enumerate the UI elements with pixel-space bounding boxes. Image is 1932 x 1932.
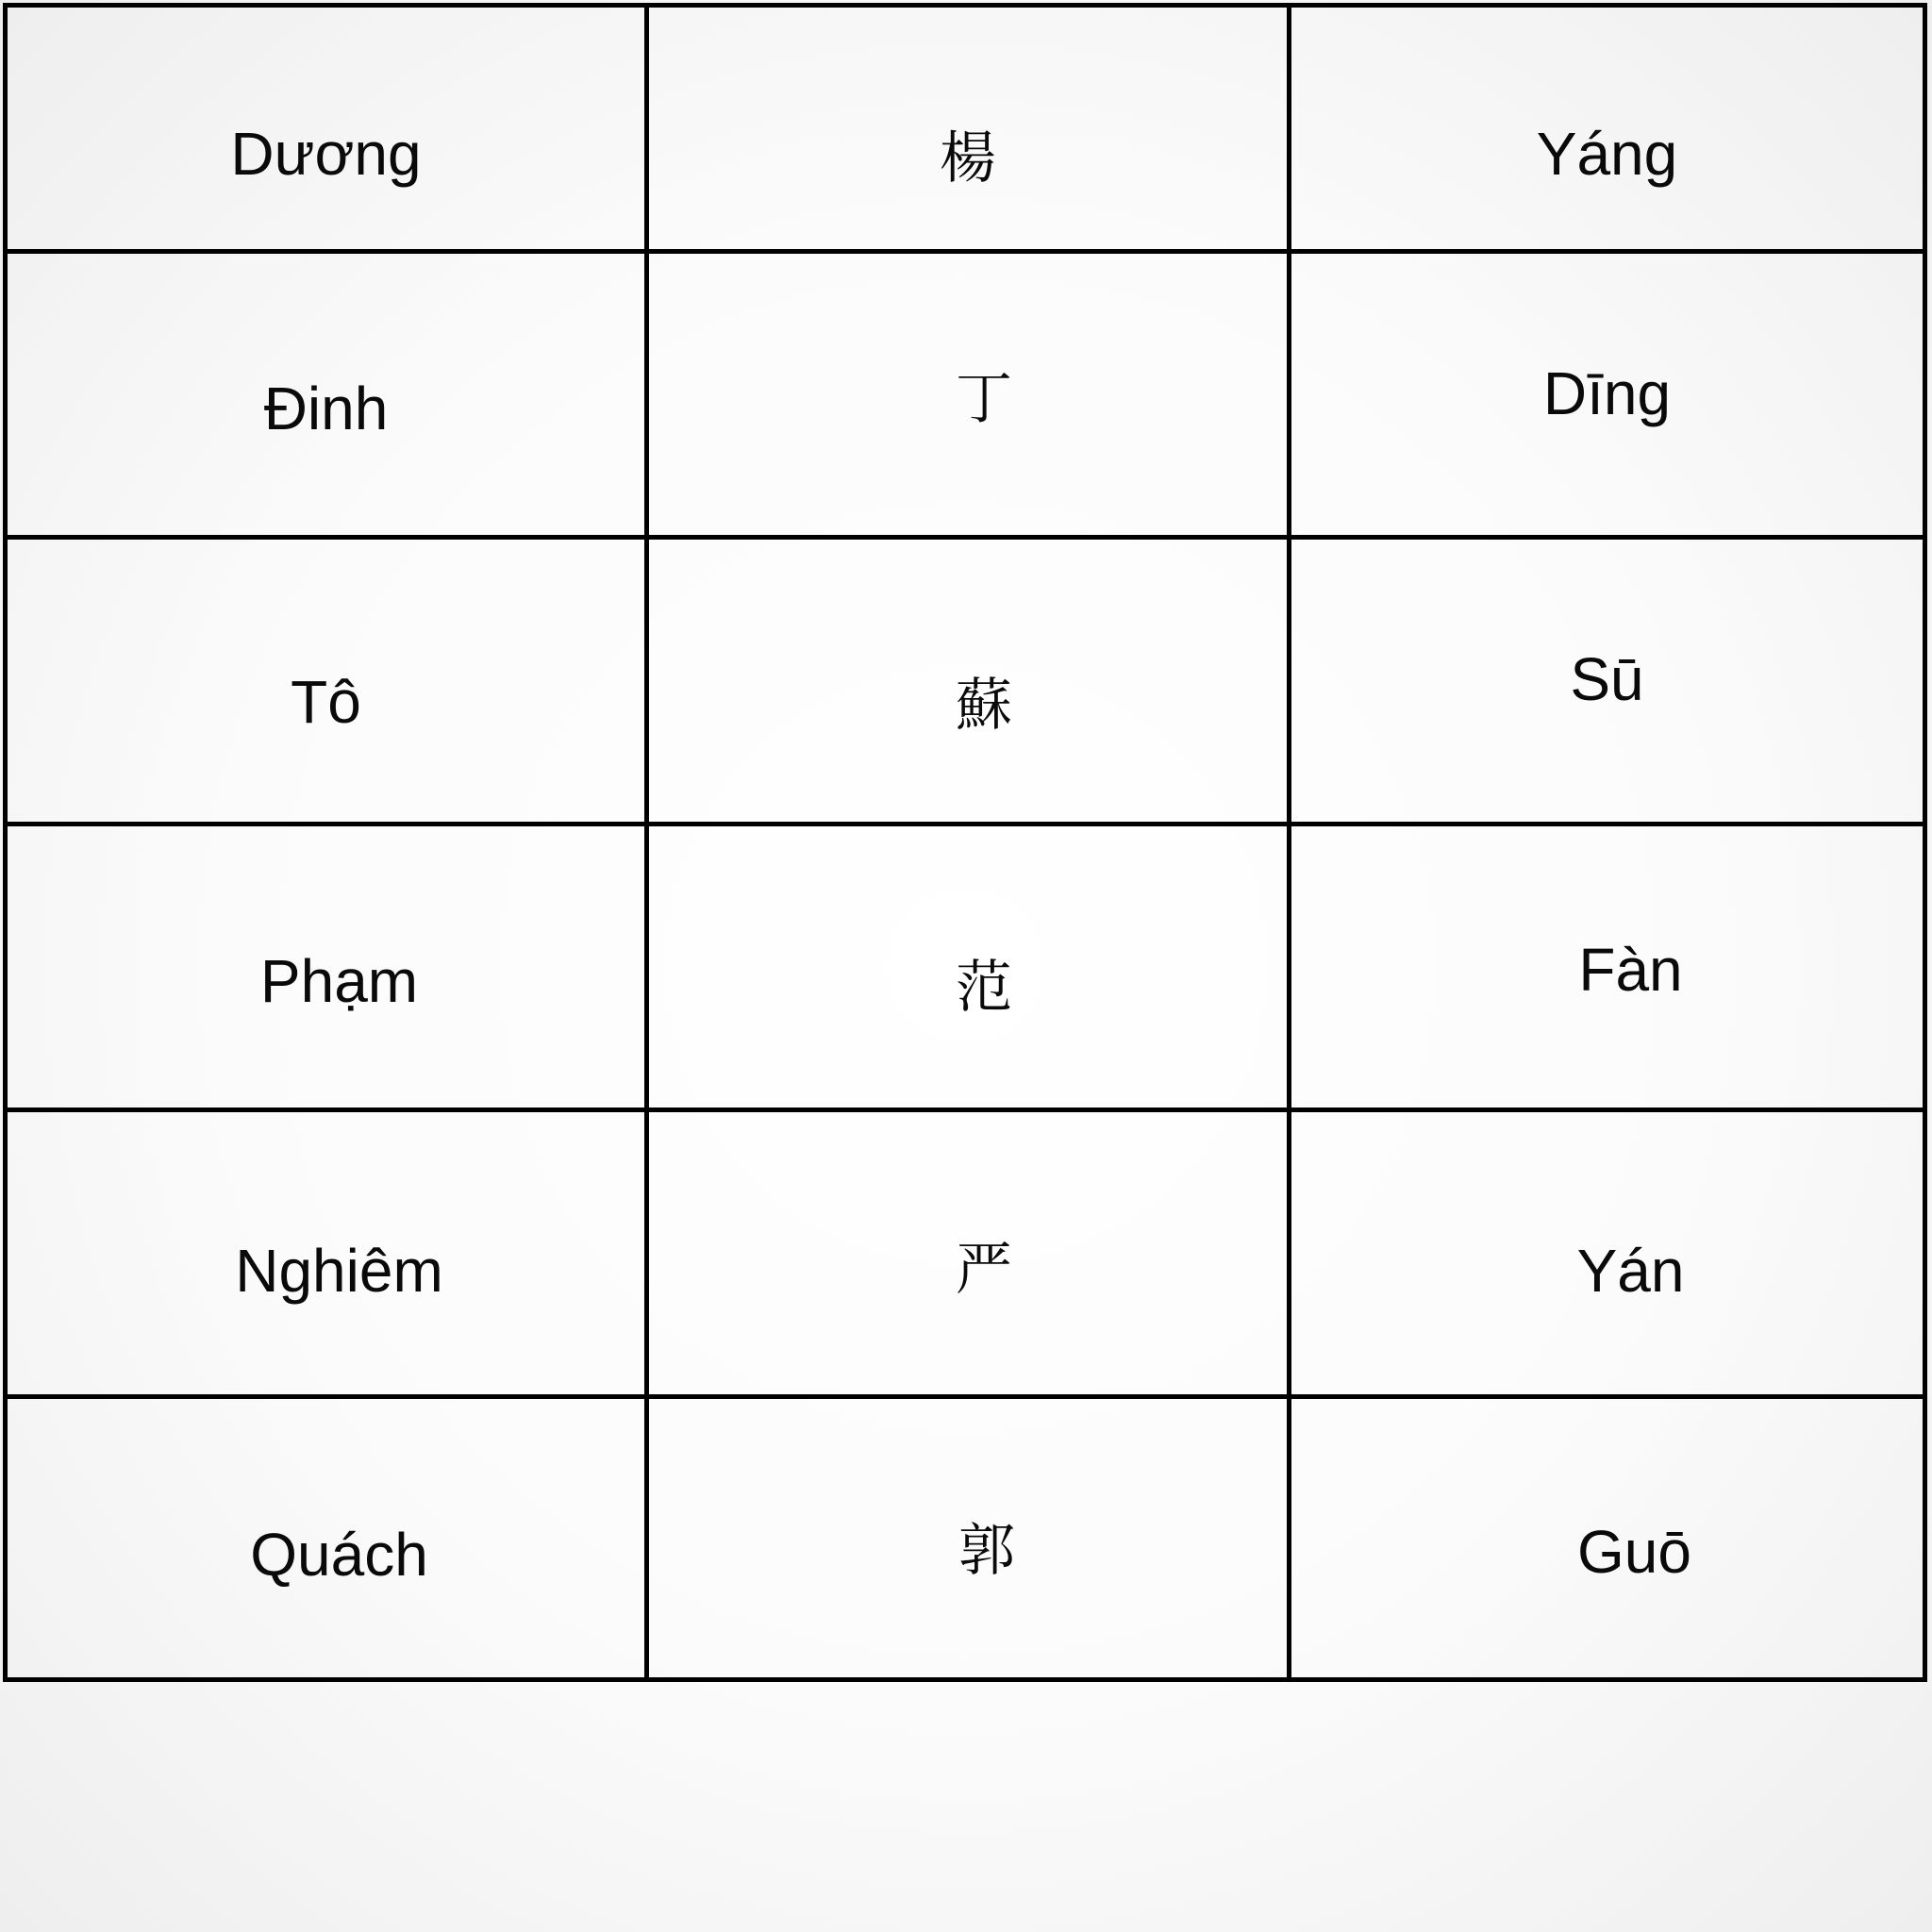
chinese-character: 丁 [956, 366, 1012, 432]
table-row-4-chinese [649, 826, 1287, 1108]
chinese-character: 严 [956, 1236, 1012, 1303]
vietnamese-surname: Dương [230, 120, 422, 188]
pinyin-romanization: Yán [1576, 1236, 1685, 1305]
table-row-6-chinese [649, 1399, 1287, 1677]
pinyin-romanization: Sū [1570, 644, 1644, 713]
pinyin-romanization: Fàn [1578, 936, 1683, 1004]
table-row-1-vietnamese [8, 8, 644, 249]
vietnamese-surname: Quách [250, 1520, 428, 1589]
chinese-character: 郭 [958, 1517, 1015, 1584]
table-row-5-vietnamese [8, 1112, 644, 1394]
table-row-4-pinyin [1291, 826, 1923, 1108]
table-row-4-vietnamese [8, 826, 644, 1108]
vietnamese-surname: Nghiêm [235, 1236, 443, 1305]
table-row-3-chinese [649, 540, 1287, 822]
chinese-character: 楊 [940, 125, 996, 192]
table-row-5-pinyin [1291, 1112, 1923, 1394]
table-row-1-pinyin [1291, 8, 1923, 249]
vietnamese-surname: Đinh [263, 375, 389, 442]
table-row-2-chinese [649, 254, 1287, 535]
table-row-2-vietnamese [8, 254, 644, 535]
chinese-character: 蘇 [956, 672, 1012, 739]
table-row-1-chinese [649, 8, 1287, 249]
vietnamese-surname: Tô [291, 667, 361, 736]
table-row-2-pinyin [1291, 254, 1923, 535]
pinyin-romanization: Dīng [1542, 359, 1672, 427]
pinyin-romanization: Yáng [1536, 120, 1678, 188]
table-row-3-vietnamese [8, 540, 644, 822]
table-row-6-pinyin [1291, 1399, 1923, 1677]
surname-table [3, 3, 1927, 1682]
pinyin-romanization: Guō [1577, 1517, 1691, 1586]
vietnamese-surname: Phạm [259, 947, 419, 1015]
table-row-6-vietnamese [8, 1399, 644, 1677]
table-row-3-pinyin [1291, 540, 1923, 822]
table-row-5-chinese [649, 1112, 1287, 1394]
chinese-character: 范 [956, 955, 1012, 1021]
